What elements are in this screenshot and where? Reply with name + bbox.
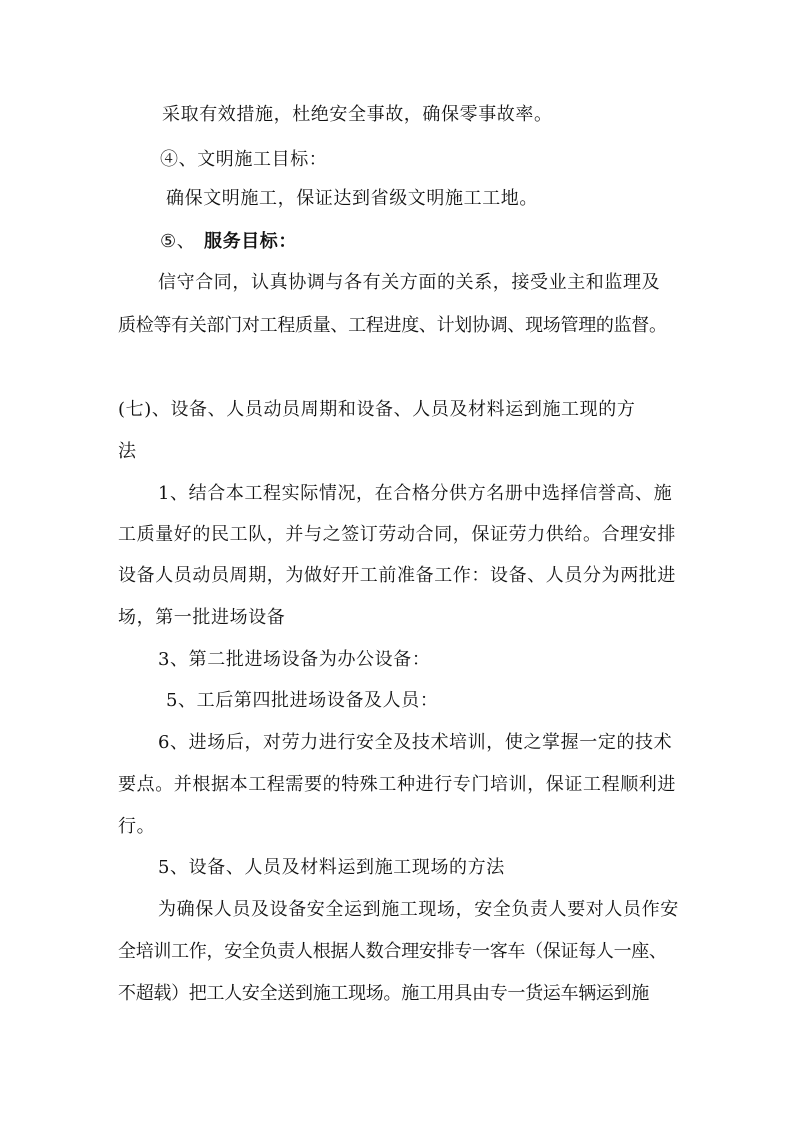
section-heading: (七)、设备、人员动员周期和设备、人员及材料运到施工现的方 (118, 399, 636, 420)
paragraph-line: 6、进场后，对劳力进行安全及技术培训，使之掌握一定的技术 (158, 732, 673, 753)
paragraph-line: 5、工后第四批进场设备及人员： (166, 690, 439, 711)
paragraph-line: 质检等有关部门对工程质量、工程进度、计划协调、现场管理的监督。 (118, 315, 667, 336)
paragraph-heading: ④、文明施工目标： (160, 149, 328, 170)
paragraph-line: 确保文明施工，保证达到省级文明施工工地。 (166, 188, 538, 209)
paragraph-line: 要点。并根据本工程需要的特殊工种进行专门培训，保证工程顺利进 (118, 774, 676, 795)
paragraph-line: 设备人员动员周期，为做好开工前准备工作：设备、人员分为两批进 (118, 565, 676, 586)
paragraph-line: 不超载）把工人安全送到施工现场。施工用具由专一货运车辆运到施 (118, 983, 649, 1004)
section-heading: 服务目标： (204, 231, 297, 252)
paragraph-line: 采取有效措施，杜绝安全事故，确保零事故率。 (162, 104, 553, 125)
section-heading-wrap: 法 (118, 441, 137, 462)
paragraph-line: 3、第二批进场设备为办公设备： (158, 649, 431, 670)
paragraph-line: 场，第一批进场设备 (118, 607, 286, 628)
paragraph-line: 工质量好的民工队，并与之签订劳动合同，保证劳力供给。合理安排 (118, 524, 676, 545)
paragraph-line: 为确保人员及设备安全运到施工现场，安全负责人要对人员作安 (158, 899, 679, 920)
section-number: ⑤、 (160, 231, 196, 252)
paragraph-line: 全培训工作，安全负责人根据人数合理安排专一客车（保证每人一座、 (118, 941, 667, 962)
paragraph-line: 行。 (118, 816, 156, 837)
paragraph-line: 信守合同，认真协调与各有关方面的关系，接受业主和监理及 (158, 272, 661, 293)
subsection-heading: 5、设备、人员及材料运到施工现场的方法 (158, 857, 505, 878)
paragraph-line: 1、结合本工程实际情况，在合格分供方名册中选择信誉高、施 (158, 483, 673, 504)
